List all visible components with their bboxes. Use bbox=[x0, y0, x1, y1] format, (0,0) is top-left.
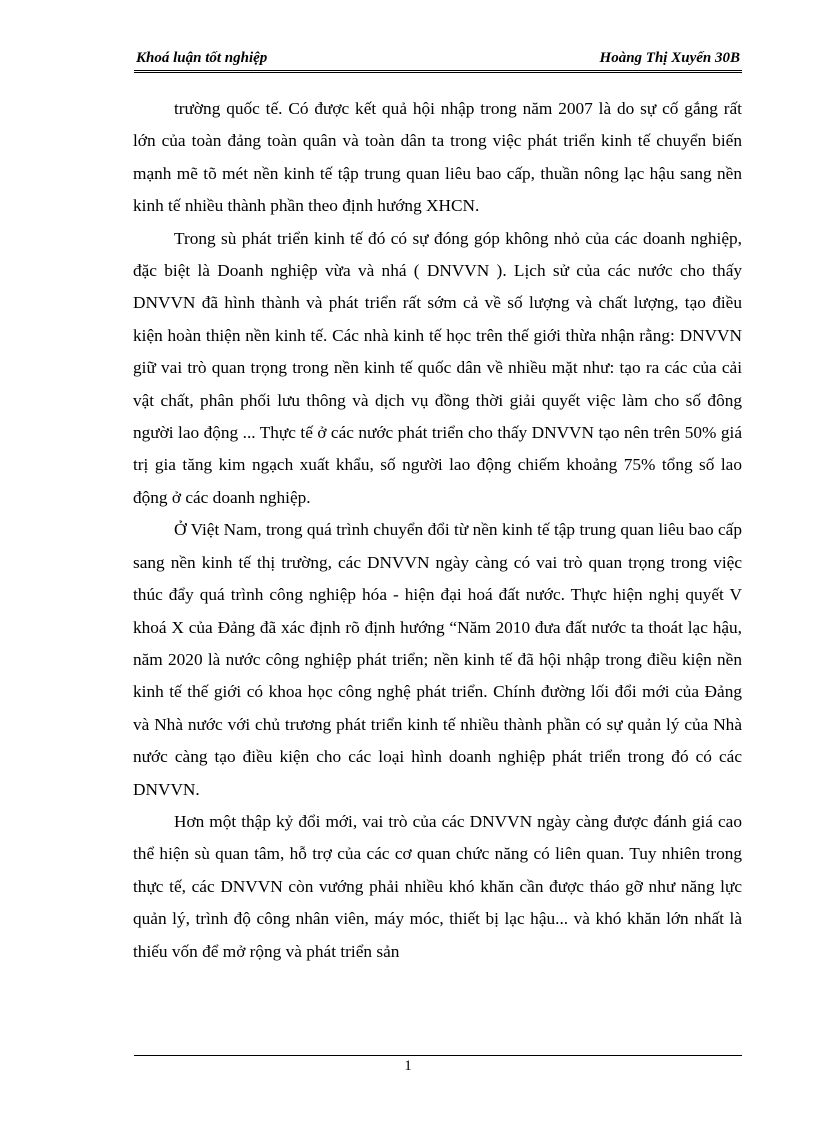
body-text bbox=[133, 93, 742, 968]
header-author: Hoàng Thị Xuyến 30B bbox=[599, 50, 740, 66]
paragraph-2: Trong sù phát triển kinh tế đó có sự đóng góp không nhỏ của các doanh nghiệp, đặc biệt là Doanh nghiệp vừa và nhá ( DNVVN ). Lịch sử của các nước cho thấy DNVVN đã hình thành và phát triển rất sớm cả về số lượng và chất lượng, tạo điều kiện hoàn thiện nền kinh tế. Các nhà kinh tế học trên thế giới thừa nhận rằng: DNVVN giữ vai trò quan trọng trong nền kinh tế quốc dân về nhiều mặt như: tạo ra các của cải vật chất, phân phối lưu thông và dịch vụ đồng thời giải quyết việc làm cho số đông người lao động ... Thực tế ở các nước phát triển cho thấy DNVVN tạo nên trên 50% giá trị gia tăng kim ngạch xuất khẩu, số người lao động chiếm khoảng 75% tổng số lao động ở các doanh nghiệp. bbox=[133, 228, 742, 507]
header-rule bbox=[134, 70, 742, 75]
paragraph-4: Hơn một thập kỷ đổi mới, vai trò của các DNVVN ngày càng được đánh giá cao thể hiện sù quan tâm, hỗ trợ của các cơ quan chức năng có liên quan. Tuy nhiên trong thực tế, các DNVVN còn vướng phải nhiều khó khăn cần được tháo gỡ như năng lực quản lý, trình độ công nhân viên, máy móc, thiết bị lạc hậu... và khó khăn lớn nhất là thiếu vốn để mở rộng và phát triển sản bbox=[133, 811, 742, 961]
running-header bbox=[134, 48, 742, 70]
page-number: 1 bbox=[404, 1058, 412, 1074]
header-thesis-title: Khoá luận tốt nghiệp bbox=[136, 50, 268, 66]
paragraph-1: trường quốc tế. Có được kết quả hội nhập trong năm 2007 là do sự cố gắng rất lớn của toàn đảng toàn quân và toàn dân ta trong việc phát triển kinh tế chuyển biến mạnh mẽ tõ mét nền kinh tế tập trung quan liêu bao cấp, thuần nông lạc hậu sang nền kinh tế nhiều thành phần theo định hướng XHCN. bbox=[133, 99, 742, 216]
footer-rule bbox=[134, 1055, 742, 1056]
paragraph-3: Ở Việt Nam, trong quá trình chuyển đổi từ nền kinh tế tập trung quan liêu bao cấp sang nền kinh tế thị trường, các DNVVN ngày càng có vai trò quan trọng trong việc thúc đẩy quá trình công nghiệp hóa - hiện đại hoá đất nước. Thực hiện nghị quyết V khoá X của Đảng đã xác định rõ định hướng “Năm 2010 đưa đất nước ta thoát lạc hậu, năm 2020 là nước công nghiệp phát triển; nền kinh tế đã hội nhập trong điều kiện nền kinh tế thế giới có khoa học công nghệ phát triển. Chính đường lối đổi mới của Đảng và Nhà nước với chủ trương phát triển kinh tế nhiều thành phần có sự quản lý của Nhà nước càng tạo điều kiện cho các loại hình doanh nghiệp phát triển trong đó có các DNVVN. bbox=[133, 520, 742, 799]
